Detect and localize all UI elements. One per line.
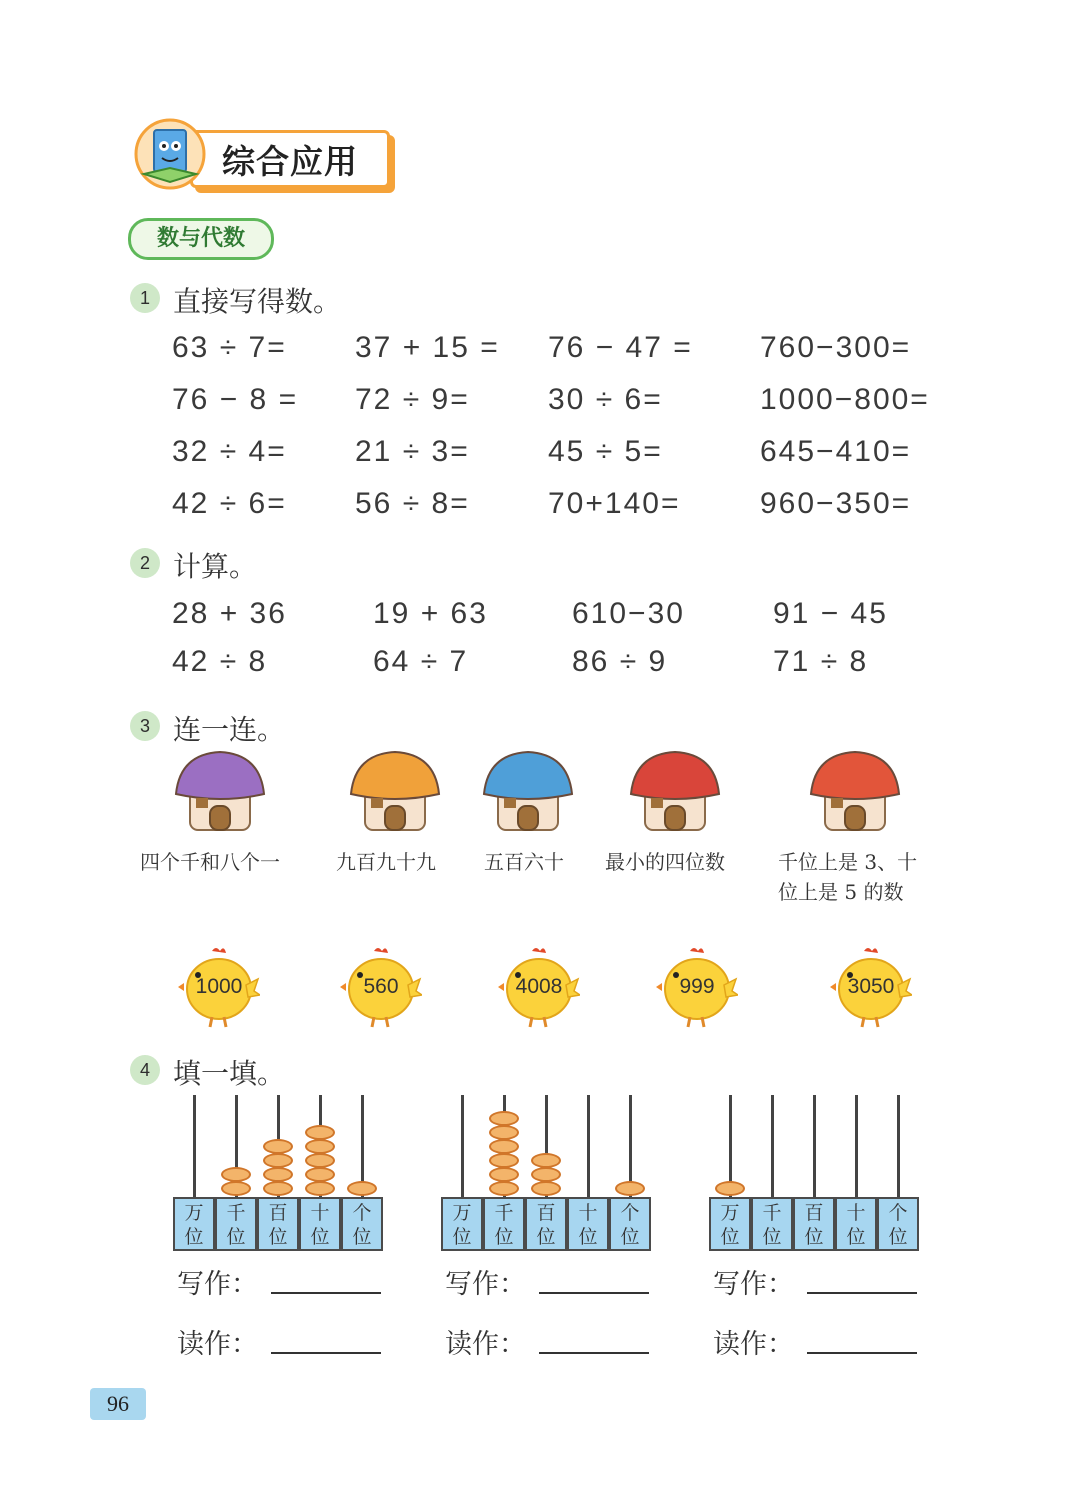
place-suffix: 位 bbox=[720, 1226, 740, 1248]
oral-calc-item: 30 ÷ 6= bbox=[548, 383, 663, 416]
abacus-rod bbox=[461, 1095, 464, 1197]
place-value-cell bbox=[215, 1197, 257, 1251]
chick-icon bbox=[830, 945, 912, 1029]
oral-calc-item: 45 ÷ 5= bbox=[548, 435, 663, 468]
place-value-cell bbox=[567, 1197, 609, 1251]
place-value-cell bbox=[257, 1197, 299, 1251]
abacus-bead bbox=[489, 1181, 519, 1196]
read-answer-line bbox=[271, 1352, 381, 1354]
write-label: 写作： bbox=[713, 1269, 794, 1300]
abacus-bead bbox=[531, 1181, 561, 1196]
question-number: 2 bbox=[130, 548, 160, 578]
place-value-cell bbox=[173, 1197, 215, 1251]
read-label: 读作： bbox=[445, 1329, 526, 1360]
place-suffix: 位 bbox=[494, 1226, 514, 1248]
abacus-bead bbox=[715, 1181, 745, 1196]
place-suffix: 位 bbox=[226, 1226, 246, 1248]
oral-calc-item: 56 ÷ 8= bbox=[355, 487, 470, 520]
write-answer-line bbox=[539, 1292, 649, 1294]
mushroom-house-icon bbox=[478, 748, 578, 834]
place-suffix: 位 bbox=[888, 1226, 908, 1248]
read-label: 读作： bbox=[177, 1329, 258, 1360]
place-value-cell bbox=[835, 1197, 877, 1251]
question-title: 直接写得数。 bbox=[173, 285, 342, 318]
calc-item: 28 + 36 bbox=[172, 597, 287, 630]
place-value-cell bbox=[609, 1197, 651, 1251]
place-name: 百 bbox=[536, 1202, 556, 1224]
oral-calc-item: 960−350= bbox=[760, 487, 912, 520]
place-name: 百 bbox=[804, 1202, 824, 1224]
place-name: 千 bbox=[226, 1202, 246, 1224]
oral-calc-item: 42 ÷ 6= bbox=[172, 487, 287, 520]
place-suffix: 位 bbox=[536, 1226, 556, 1248]
house-label: 九百九十九 bbox=[336, 850, 436, 874]
mushroom-house-icon bbox=[170, 748, 270, 834]
place-value-cell bbox=[483, 1197, 525, 1251]
abacus-bead bbox=[305, 1153, 335, 1168]
place-name: 个 bbox=[888, 1202, 908, 1224]
abacus-rod bbox=[813, 1095, 816, 1197]
place-suffix: 位 bbox=[578, 1226, 598, 1248]
oral-calc-item: 21 ÷ 3= bbox=[355, 435, 470, 468]
section-banner bbox=[130, 118, 392, 190]
place-name: 个 bbox=[620, 1202, 640, 1224]
calc-item: 19 + 63 bbox=[373, 597, 488, 630]
chick-number: 4008 bbox=[515, 975, 563, 998]
abacus-bead bbox=[263, 1153, 293, 1168]
mushroom-house-icon bbox=[345, 748, 445, 834]
abacus-bead bbox=[305, 1181, 335, 1196]
place-suffix: 位 bbox=[184, 1226, 204, 1248]
abacus bbox=[709, 1095, 921, 1253]
place-name: 十 bbox=[846, 1202, 866, 1224]
abacus-rod bbox=[771, 1095, 774, 1197]
oral-calc-item: 63 ÷ 7= bbox=[172, 331, 287, 364]
question-title: 填一填。 bbox=[173, 1057, 286, 1090]
place-name: 万 bbox=[184, 1202, 204, 1224]
abacus-rod bbox=[855, 1095, 858, 1197]
house-label: 千位上是 3、十 bbox=[778, 850, 918, 874]
question-title: 计算。 bbox=[173, 550, 258, 583]
oral-calc-item: 37 + 15 = bbox=[355, 331, 500, 364]
chick-icon bbox=[656, 945, 738, 1029]
oral-calc-item: 1000−800= bbox=[760, 383, 930, 416]
place-value-cell bbox=[441, 1197, 483, 1251]
place-value-cell bbox=[793, 1197, 835, 1251]
chick-number: 1000 bbox=[195, 975, 243, 998]
subsection-badge: 数与代数 bbox=[128, 218, 274, 260]
mushroom-house-icon bbox=[625, 748, 725, 834]
chick-number: 560 bbox=[363, 975, 399, 998]
place-value-cell bbox=[877, 1197, 919, 1251]
house-label: 五百六十 bbox=[484, 850, 564, 874]
oral-calc-item: 70+140= bbox=[548, 487, 681, 520]
place-name: 个 bbox=[352, 1202, 372, 1224]
oral-calc-item: 76 − 47 = bbox=[548, 331, 693, 364]
mushroom-house-icon bbox=[805, 748, 905, 834]
abacus-bead bbox=[615, 1181, 645, 1196]
read-label: 读作： bbox=[713, 1329, 794, 1360]
question-number: 1 bbox=[130, 283, 160, 313]
write-label: 写作： bbox=[445, 1269, 526, 1300]
abacus-bead bbox=[489, 1167, 519, 1182]
oral-calc-item: 760−300= bbox=[760, 331, 912, 364]
place-suffix: 位 bbox=[804, 1226, 824, 1248]
abacus-bead bbox=[305, 1139, 335, 1154]
chick-icon bbox=[498, 945, 580, 1029]
write-answer-line bbox=[271, 1292, 381, 1294]
abacus-bead bbox=[263, 1181, 293, 1196]
place-suffix: 位 bbox=[310, 1226, 330, 1248]
abacus bbox=[173, 1095, 385, 1253]
place-value-cell bbox=[709, 1197, 751, 1251]
place-suffix: 位 bbox=[268, 1226, 288, 1248]
abacus-bead bbox=[347, 1181, 377, 1196]
place-value-cell bbox=[341, 1197, 383, 1251]
place-suffix: 位 bbox=[620, 1226, 640, 1248]
calc-item: 42 ÷ 8 bbox=[172, 645, 268, 678]
place-suffix: 位 bbox=[452, 1226, 472, 1248]
chick-icon bbox=[178, 945, 260, 1029]
abacus-bead bbox=[489, 1153, 519, 1168]
write-label: 写作： bbox=[177, 1269, 258, 1300]
question-title: 连一连。 bbox=[173, 713, 286, 746]
place-name: 千 bbox=[762, 1202, 782, 1224]
abacus-bead bbox=[531, 1167, 561, 1182]
abacus bbox=[441, 1095, 653, 1253]
place-value-cell bbox=[525, 1197, 567, 1251]
calc-item: 71 ÷ 8 bbox=[773, 645, 869, 678]
calc-item: 64 ÷ 7 bbox=[373, 645, 469, 678]
oral-calc-item: 76 − 8 = bbox=[172, 383, 299, 416]
oral-calc-item: 645−410= bbox=[760, 435, 912, 468]
place-name: 十 bbox=[310, 1202, 330, 1224]
abacus-bead bbox=[263, 1167, 293, 1182]
page-title: 综合应用 bbox=[222, 142, 358, 181]
question-number: 4 bbox=[130, 1055, 160, 1085]
place-name: 万 bbox=[452, 1202, 472, 1224]
place-name: 万 bbox=[720, 1202, 740, 1224]
abacus-rod bbox=[897, 1095, 900, 1197]
oral-calc-item: 72 ÷ 9= bbox=[355, 383, 470, 416]
place-value-cell bbox=[299, 1197, 341, 1251]
abacus-bead bbox=[489, 1125, 519, 1140]
house-label: 最小的四位数 bbox=[605, 850, 725, 874]
calc-item: 86 ÷ 9 bbox=[572, 645, 668, 678]
abacus-bead bbox=[489, 1139, 519, 1154]
abacus-rod bbox=[193, 1095, 196, 1197]
read-answer-line bbox=[539, 1352, 649, 1354]
chick-icon bbox=[340, 945, 422, 1029]
chick-number: 999 bbox=[679, 975, 715, 998]
place-name: 十 bbox=[578, 1202, 598, 1224]
house-label: 四个千和八个一 bbox=[140, 850, 280, 874]
abacus-bead bbox=[489, 1111, 519, 1126]
place-name: 千 bbox=[494, 1202, 514, 1224]
page-number: 96 bbox=[90, 1388, 146, 1420]
chick-number: 3050 bbox=[847, 975, 895, 998]
place-name: 百 bbox=[268, 1202, 288, 1224]
abacus-bead bbox=[263, 1139, 293, 1154]
abacus-bead bbox=[221, 1167, 251, 1182]
abacus-bead bbox=[221, 1181, 251, 1196]
place-value-cell bbox=[751, 1197, 793, 1251]
place-suffix: 位 bbox=[352, 1226, 372, 1248]
book-mascot-icon bbox=[130, 118, 212, 190]
place-suffix: 位 bbox=[846, 1226, 866, 1248]
calc-item: 91 − 45 bbox=[773, 597, 888, 630]
abacus-bead bbox=[305, 1167, 335, 1182]
place-suffix: 位 bbox=[762, 1226, 782, 1248]
abacus-rod bbox=[587, 1095, 590, 1197]
abacus-bead bbox=[531, 1153, 561, 1168]
question-number: 3 bbox=[130, 711, 160, 741]
abacus-bead bbox=[305, 1125, 335, 1140]
calc-item: 610−30 bbox=[572, 597, 685, 630]
write-answer-line bbox=[807, 1292, 917, 1294]
read-answer-line bbox=[807, 1352, 917, 1354]
oral-calc-item: 32 ÷ 4= bbox=[172, 435, 287, 468]
house-label: 位上是 5 的数 bbox=[778, 880, 904, 904]
